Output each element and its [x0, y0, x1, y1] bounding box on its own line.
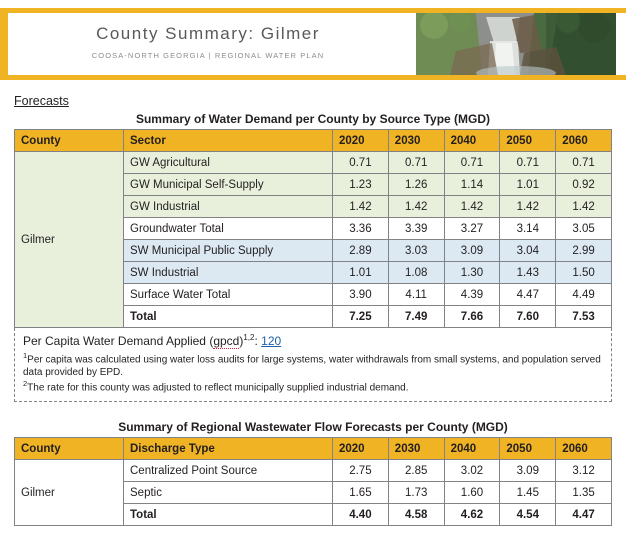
section-heading-forecasts: Forecasts [14, 94, 69, 108]
water-demand-table-body [15, 152, 612, 328]
value-cell: 1.45 [500, 482, 556, 504]
footnote-2-text: The rate for this county was adjusted to reflect municipally supplied industrial demand. [27, 382, 409, 394]
row-label-cell: Septic [124, 482, 333, 504]
page-header-banner [0, 8, 626, 80]
value-cell: 0.71 [388, 152, 444, 174]
plan-subtitle: COOSA-NORTH GEORGIA | REGIONAL WATER PLAN [91, 51, 325, 60]
value-cell: 1.43 [500, 262, 556, 284]
value-cell: 0.71 [556, 152, 612, 174]
value-cell: 2.99 [556, 240, 612, 262]
column-header-2020: 2020 [333, 130, 389, 152]
value-cell: 3.90 [333, 284, 389, 306]
value-cell: 7.66 [444, 306, 500, 328]
per-capita-prefix: Per Capita Water Demand Applied ( [23, 334, 214, 348]
value-cell: 1.26 [388, 174, 444, 196]
banner-text-block [0, 24, 416, 60]
footnote-1-text: Per capita was calculated using water loss audits for large systems, water withdrawals from small systems, and population served data provided by EPD. [23, 354, 601, 378]
value-cell: 1.30 [444, 262, 500, 284]
value-cell: 3.12 [556, 460, 612, 482]
table-row [15, 152, 612, 174]
value-cell: 1.42 [500, 196, 556, 218]
per-capita-paren: ) [239, 334, 244, 348]
value-cell: 3.04 [500, 240, 556, 262]
per-capita-note [23, 333, 603, 348]
value-cell: 3.27 [444, 218, 500, 240]
column-header-2040: 2040 [444, 130, 500, 152]
footnote-1-marker: 1 [23, 351, 28, 360]
row-label-cell: SW Industrial [124, 262, 333, 284]
value-cell: 1.01 [333, 262, 389, 284]
value-cell: 1.50 [556, 262, 612, 284]
water-demand-table-title: Summary of Water Demand per County by Source Type (MGD) [135, 112, 491, 126]
value-cell: 4.40 [333, 504, 389, 526]
table-row [15, 460, 612, 482]
value-cell: 1.14 [444, 174, 500, 196]
water-demand-section [14, 112, 612, 328]
per-capita-superscript: 1,2 [243, 333, 255, 342]
footnote-1 [23, 351, 603, 379]
value-cell: 1.65 [333, 482, 389, 504]
county-name-cell: Gilmer [15, 460, 124, 526]
value-cell: 4.54 [500, 504, 556, 526]
value-cell: 1.42 [388, 196, 444, 218]
value-cell: 1.42 [444, 196, 500, 218]
per-capita-colon: : [254, 334, 262, 348]
table-header-row [15, 438, 612, 460]
value-cell: 7.53 [556, 306, 612, 328]
value-cell: 2.89 [333, 240, 389, 262]
column-header-discharge-type: Discharge Type [124, 438, 333, 460]
value-cell: 3.05 [556, 218, 612, 240]
value-cell: 0.71 [333, 152, 389, 174]
value-cell: 3.36 [333, 218, 389, 240]
county-name-cell: Gilmer [15, 152, 124, 328]
value-cell: 4.62 [444, 504, 500, 526]
value-cell: 2.75 [333, 460, 389, 482]
value-cell: 2.85 [388, 460, 444, 482]
column-header-county: County [15, 130, 124, 152]
value-cell: 1.60 [444, 482, 500, 504]
value-cell: 0.71 [500, 152, 556, 174]
column-header-2030: 2030 [388, 130, 444, 152]
page-title: County Summary: Gilmer [96, 24, 320, 43]
value-cell: 3.09 [500, 460, 556, 482]
value-cell: 4.47 [500, 284, 556, 306]
value-cell: 4.47 [556, 504, 612, 526]
value-cell: 4.39 [444, 284, 500, 306]
wastewater-table-body [15, 460, 612, 526]
per-capita-value: 120 [261, 334, 282, 348]
row-label-cell: GW Agricultural [124, 152, 333, 174]
per-capita-term: gpcd [213, 334, 240, 348]
row-label-cell: Total [124, 504, 333, 526]
value-cell: 1.42 [556, 196, 612, 218]
row-label-cell: Centralized Point Source [124, 460, 333, 482]
value-cell: 7.25 [333, 306, 389, 328]
column-header-2060: 2060 [556, 438, 612, 460]
footnote-2 [23, 379, 603, 395]
wastewater-section [14, 420, 612, 526]
wastewater-table-title: Summary of Regional Wastewater Flow Forecasts per County (MGD) [118, 420, 508, 435]
waterfall-photo [416, 13, 616, 75]
row-label-cell: GW Municipal Self-Supply [124, 174, 333, 196]
footnote-2-marker: 2 [23, 379, 28, 389]
row-label-cell: GW Industrial [124, 196, 333, 218]
value-cell: 3.14 [500, 218, 556, 240]
value-cell: 3.39 [388, 218, 444, 240]
column-header-2040: 2040 [444, 438, 500, 460]
value-cell: 7.49 [388, 306, 444, 328]
value-cell: 1.23 [333, 174, 389, 196]
section-spacer [0, 402, 626, 416]
column-header-2050: 2050 [500, 438, 556, 460]
column-header-2030: 2030 [388, 438, 444, 460]
value-cell: 4.58 [388, 504, 444, 526]
value-cell: 7.60 [500, 306, 556, 328]
row-label-cell: Groundwater Total [124, 218, 333, 240]
row-label-cell: SW Municipal Public Supply [124, 240, 333, 262]
wastewater-table [14, 437, 612, 526]
value-cell: 4.11 [388, 284, 444, 306]
value-cell: 3.03 [388, 240, 444, 262]
value-cell: 3.02 [444, 460, 500, 482]
column-header-2050: 2050 [500, 130, 556, 152]
value-cell: 1.01 [500, 174, 556, 196]
row-label-cell: Total [124, 306, 333, 328]
column-header-county: County [15, 438, 124, 460]
value-cell: 0.92 [556, 174, 612, 196]
value-cell: 1.42 [333, 196, 389, 218]
column-header-2060: 2060 [556, 130, 612, 152]
column-header-sector: Sector [124, 130, 333, 152]
value-cell: 0.71 [444, 152, 500, 174]
value-cell: 3.09 [444, 240, 500, 262]
value-cell: 4.49 [556, 284, 612, 306]
water-demand-table [14, 129, 612, 328]
per-capita-note-box [14, 328, 612, 402]
row-label-cell: Surface Water Total [124, 284, 333, 306]
table-header-row [15, 130, 612, 152]
value-cell: 1.73 [388, 482, 444, 504]
value-cell: 1.08 [388, 262, 444, 284]
value-cell: 1.35 [556, 482, 612, 504]
column-header-2020: 2020 [333, 438, 389, 460]
